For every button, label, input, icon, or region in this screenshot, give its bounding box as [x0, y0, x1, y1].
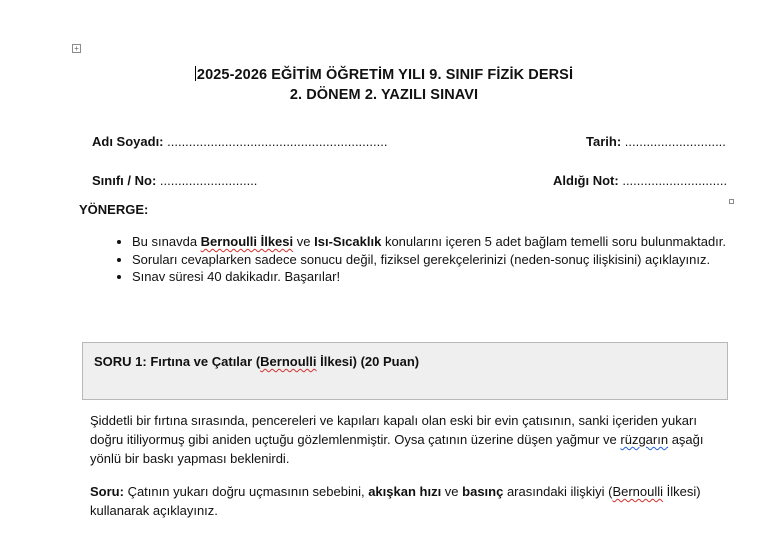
grade-label: Aldığı Not:	[553, 173, 619, 188]
prompt-term-speed: akışkan hızı	[368, 484, 442, 499]
class-blank[interactable]: ...........................	[156, 173, 258, 188]
grade-field[interactable]	[553, 173, 727, 188]
question1-scenario	[90, 411, 730, 468]
text-cursor	[195, 66, 196, 81]
question-title-term: Bernoulli	[260, 354, 317, 369]
exam-title-text: 2025-2026 EĞİTİM ÖĞRETİM YILI 9. SINIF FİZİK DERSİ	[196, 67, 574, 83]
class-field[interactable]	[92, 173, 257, 188]
question-title-text: İlkesi) (20 Puan)	[316, 354, 420, 369]
name-field[interactable]	[92, 134, 387, 149]
instruction-item: • Soruları cevaplarken sadece sonucu değil, fiziksel gerekçelerinizi (neden-sonuç ilişkisini) açıklayınız.	[132, 251, 732, 269]
instruction-term-bernoulli: Bernoulli İlkesi	[200, 234, 294, 249]
instructions-list	[105, 233, 732, 286]
instruction-term-heat: Isı-Sıcaklık	[314, 234, 382, 249]
date-blank[interactable]: ............................	[621, 134, 726, 149]
prompt-term-pressure: basınç	[462, 484, 504, 499]
instructions-heading: YÖNERGE:	[79, 202, 149, 217]
scenario-term-wind: rüzgarın	[620, 432, 669, 447]
question1-header-box	[82, 342, 728, 400]
scenario-text: Şiddetli bir fırtına sırasında, pencereleri ve kapıları kapalı olan eski bir evin çatısının, sanki içeriden yukarı doğru itiliyormuş gibi aniden uçtuğu gözlemlenmiştir. Oysa çatının üzerine düşen yağmur ve	[90, 413, 697, 447]
question1-prompt	[90, 482, 730, 520]
exam-title-line1	[0, 66, 768, 83]
question-title-text: SORU 1: Fırtına ve Çatılar (	[94, 354, 261, 369]
name-label: Adı Soyadı:	[92, 134, 164, 149]
instruction-text: ve	[293, 234, 315, 249]
exam-title-line2: 2. DÖNEM 2. YAZILI SINAVI	[289, 87, 479, 103]
prompt-term-bernoulli: Bernoulli	[612, 484, 664, 499]
prompt-label: Soru:	[90, 484, 124, 499]
grade-blank[interactable]: .............................	[618, 173, 728, 188]
date-field[interactable]	[586, 134, 726, 149]
prompt-text: İlkesi) kullanarak açıklayınız.	[90, 484, 701, 518]
instruction-item	[132, 233, 732, 251]
name-blank[interactable]: .............................................................	[163, 134, 388, 149]
table-resize-handle-icon[interactable]	[729, 199, 734, 204]
table-move-handle-icon[interactable]: +	[72, 44, 81, 53]
prompt-text: Çatının yukarı doğru uçmasının sebebini,	[123, 484, 369, 499]
scenario-text: aşağı yönlü bir baskı yapması beklenirdi.	[90, 432, 704, 466]
prompt-text: arasındaki ilişkiyi (	[503, 484, 613, 499]
instruction-text: konularını içeren 5 adet bağlam temelli soru bulunmaktadır.	[381, 234, 727, 249]
question1-title	[94, 354, 419, 369]
prompt-text: ve	[441, 484, 463, 499]
date-label: Tarih:	[586, 134, 622, 149]
class-label: Sınıfı / No:	[92, 173, 157, 188]
instruction-item: • Sınav süresi 40 dakikadır. Başarılar!	[132, 268, 732, 286]
instruction-text: Bu sınavda	[132, 234, 201, 249]
